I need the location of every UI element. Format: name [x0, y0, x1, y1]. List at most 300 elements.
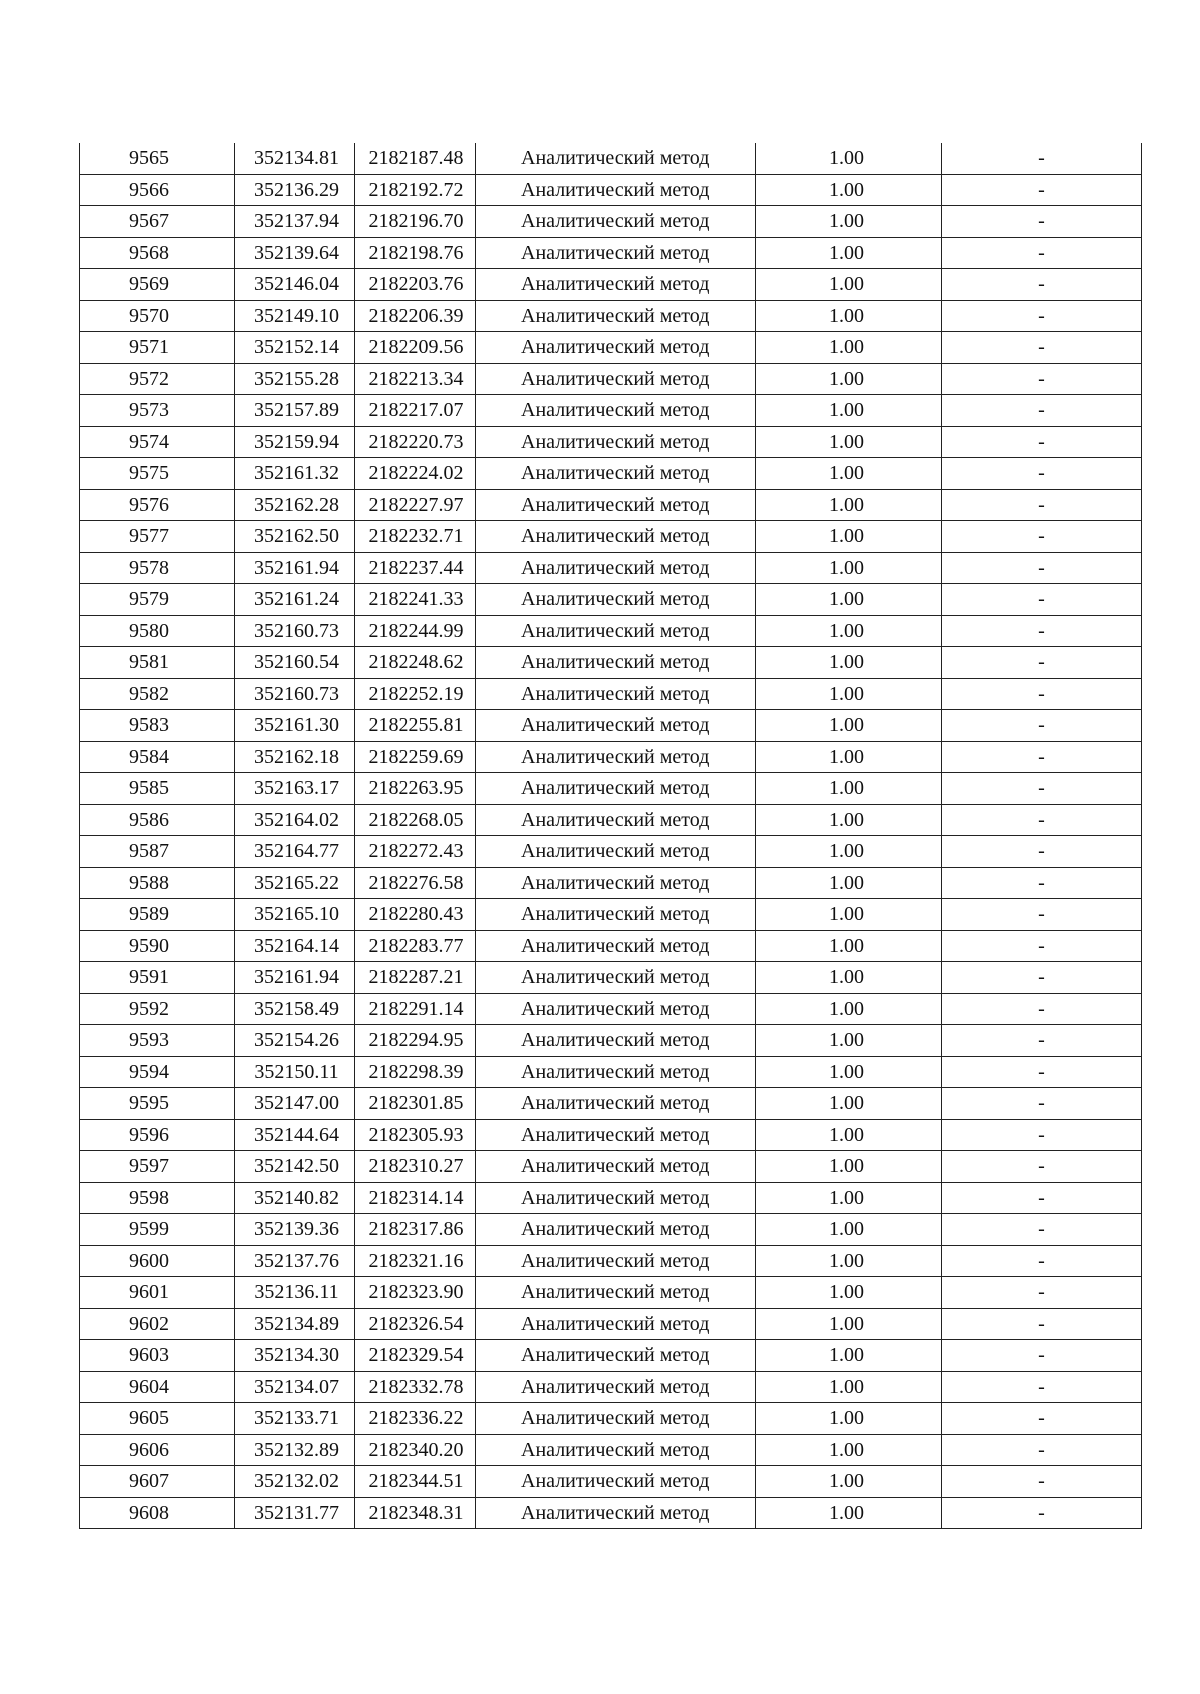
y-coordinate-cell: 2182220.73: [355, 426, 476, 458]
table-row: [80, 930, 1142, 962]
x-coordinate-cell: 352144.64: [235, 1119, 355, 1151]
y-coordinate-cell: 2182203.76: [355, 269, 476, 301]
description-cell: -: [942, 426, 1142, 458]
y-coordinate-cell: 2182344.51: [355, 1466, 476, 1498]
accuracy-cell: 1.00: [756, 1088, 942, 1120]
table-row: [80, 710, 1142, 742]
accuracy-cell: 1.00: [756, 647, 942, 679]
method-cell: Аналитический метод: [476, 773, 756, 805]
point-number-cell: 9591: [80, 962, 235, 994]
method-cell: Аналитический метод: [476, 521, 756, 553]
description-cell: -: [942, 1340, 1142, 1372]
x-coordinate-cell: 352133.71: [235, 1403, 355, 1435]
y-coordinate-cell: 2182321.16: [355, 1245, 476, 1277]
x-coordinate-cell: 352150.11: [235, 1056, 355, 1088]
y-coordinate-cell: 2182244.99: [355, 615, 476, 647]
method-cell: Аналитический метод: [476, 1119, 756, 1151]
point-number-cell: 9608: [80, 1497, 235, 1529]
method-cell: Аналитический метод: [476, 930, 756, 962]
table-row: [80, 678, 1142, 710]
table-body: [80, 143, 1142, 1529]
point-number-cell: 9593: [80, 1025, 235, 1057]
y-coordinate-cell: 2182241.33: [355, 584, 476, 616]
x-coordinate-cell: 352139.36: [235, 1214, 355, 1246]
point-number-cell: 9580: [80, 615, 235, 647]
y-coordinate-cell: 2182252.19: [355, 678, 476, 710]
description-cell: -: [942, 458, 1142, 490]
accuracy-cell: 1.00: [756, 993, 942, 1025]
method-cell: Аналитический метод: [476, 615, 756, 647]
table-row: [80, 741, 1142, 773]
x-coordinate-cell: 352164.02: [235, 804, 355, 836]
description-cell: -: [942, 1056, 1142, 1088]
point-number-cell: 9581: [80, 647, 235, 679]
point-number-cell: 9596: [80, 1119, 235, 1151]
y-coordinate-cell: 2182232.71: [355, 521, 476, 553]
point-number-cell: 9568: [80, 237, 235, 269]
accuracy-cell: 1.00: [756, 678, 942, 710]
table-row: [80, 206, 1142, 238]
description-cell: -: [942, 269, 1142, 301]
description-cell: -: [942, 395, 1142, 427]
point-number-cell: 9578: [80, 552, 235, 584]
description-cell: -: [942, 930, 1142, 962]
table-row: [80, 836, 1142, 868]
method-cell: Аналитический метод: [476, 741, 756, 773]
point-number-cell: 9605: [80, 1403, 235, 1435]
description-cell: -: [942, 615, 1142, 647]
accuracy-cell: 1.00: [756, 584, 942, 616]
method-cell: Аналитический метод: [476, 647, 756, 679]
x-coordinate-cell: 352165.10: [235, 899, 355, 931]
point-number-cell: 9577: [80, 521, 235, 553]
y-coordinate-cell: 2182329.54: [355, 1340, 476, 1372]
description-cell: -: [942, 1245, 1142, 1277]
accuracy-cell: 1.00: [756, 1056, 942, 1088]
method-cell: Аналитический метод: [476, 1466, 756, 1498]
x-coordinate-cell: 352140.82: [235, 1182, 355, 1214]
accuracy-cell: 1.00: [756, 206, 942, 238]
table-row: [80, 1119, 1142, 1151]
accuracy-cell: 1.00: [756, 1151, 942, 1183]
y-coordinate-cell: 2182317.86: [355, 1214, 476, 1246]
method-cell: Аналитический метод: [476, 1277, 756, 1309]
point-number-cell: 9602: [80, 1308, 235, 1340]
description-cell: -: [942, 1088, 1142, 1120]
x-coordinate-cell: 352162.18: [235, 741, 355, 773]
point-number-cell: 9586: [80, 804, 235, 836]
method-cell: Аналитический метод: [476, 1025, 756, 1057]
table-row: [80, 489, 1142, 521]
x-coordinate-cell: 352160.54: [235, 647, 355, 679]
description-cell: -: [942, 584, 1142, 616]
point-number-cell: 9603: [80, 1340, 235, 1372]
method-cell: Аналитический метод: [476, 143, 756, 174]
accuracy-cell: 1.00: [756, 489, 942, 521]
accuracy-cell: 1.00: [756, 1245, 942, 1277]
point-number-cell: 9582: [80, 678, 235, 710]
table-row: [80, 1403, 1142, 1435]
method-cell: Аналитический метод: [476, 174, 756, 206]
accuracy-cell: 1.00: [756, 143, 942, 174]
description-cell: -: [942, 1434, 1142, 1466]
point-number-cell: 9572: [80, 363, 235, 395]
point-number-cell: 9567: [80, 206, 235, 238]
description-cell: -: [942, 174, 1142, 206]
x-coordinate-cell: 352147.00: [235, 1088, 355, 1120]
accuracy-cell: 1.00: [756, 300, 942, 332]
x-coordinate-cell: 352134.30: [235, 1340, 355, 1372]
table-row: [80, 1277, 1142, 1309]
accuracy-cell: 1.00: [756, 867, 942, 899]
method-cell: Аналитический метод: [476, 1403, 756, 1435]
point-number-cell: 9607: [80, 1466, 235, 1498]
accuracy-cell: 1.00: [756, 1371, 942, 1403]
x-coordinate-cell: 352161.94: [235, 552, 355, 584]
y-coordinate-cell: 2182298.39: [355, 1056, 476, 1088]
table-row: [80, 773, 1142, 805]
accuracy-cell: 1.00: [756, 1308, 942, 1340]
table-row: [80, 552, 1142, 584]
y-coordinate-cell: 2182237.44: [355, 552, 476, 584]
x-coordinate-cell: 352134.89: [235, 1308, 355, 1340]
y-coordinate-cell: 2182291.14: [355, 993, 476, 1025]
y-coordinate-cell: 2182301.85: [355, 1088, 476, 1120]
x-coordinate-cell: 352142.50: [235, 1151, 355, 1183]
accuracy-cell: 1.00: [756, 237, 942, 269]
y-coordinate-cell: 2182294.95: [355, 1025, 476, 1057]
table-row: [80, 1056, 1142, 1088]
x-coordinate-cell: 352163.17: [235, 773, 355, 805]
method-cell: Аналитический метод: [476, 1245, 756, 1277]
y-coordinate-cell: 2182213.34: [355, 363, 476, 395]
method-cell: Аналитический метод: [476, 1340, 756, 1372]
coordinates-table: [79, 143, 1142, 1529]
method-cell: Аналитический метод: [476, 1214, 756, 1246]
table-row: [80, 1434, 1142, 1466]
accuracy-cell: 1.00: [756, 269, 942, 301]
accuracy-cell: 1.00: [756, 741, 942, 773]
accuracy-cell: 1.00: [756, 1277, 942, 1309]
x-coordinate-cell: 352158.49: [235, 993, 355, 1025]
accuracy-cell: 1.00: [756, 1340, 942, 1372]
accuracy-cell: 1.00: [756, 930, 942, 962]
x-coordinate-cell: 352136.29: [235, 174, 355, 206]
table-row: [80, 426, 1142, 458]
table-row: [80, 363, 1142, 395]
point-number-cell: 9601: [80, 1277, 235, 1309]
x-coordinate-cell: 352157.89: [235, 395, 355, 427]
point-number-cell: 9594: [80, 1056, 235, 1088]
description-cell: -: [942, 962, 1142, 994]
description-cell: -: [942, 867, 1142, 899]
accuracy-cell: 1.00: [756, 458, 942, 490]
point-number-cell: 9573: [80, 395, 235, 427]
y-coordinate-cell: 2182272.43: [355, 836, 476, 868]
description-cell: -: [942, 773, 1142, 805]
y-coordinate-cell: 2182283.77: [355, 930, 476, 962]
point-number-cell: 9569: [80, 269, 235, 301]
accuracy-cell: 1.00: [756, 710, 942, 742]
y-coordinate-cell: 2182280.43: [355, 899, 476, 931]
table-row: [80, 237, 1142, 269]
description-cell: -: [942, 300, 1142, 332]
accuracy-cell: 1.00: [756, 521, 942, 553]
accuracy-cell: 1.00: [756, 363, 942, 395]
y-coordinate-cell: 2182332.78: [355, 1371, 476, 1403]
point-number-cell: 9599: [80, 1214, 235, 1246]
table-row: [80, 332, 1142, 364]
x-coordinate-cell: 352139.64: [235, 237, 355, 269]
description-cell: -: [942, 552, 1142, 584]
method-cell: Аналитический метод: [476, 836, 756, 868]
x-coordinate-cell: 352164.77: [235, 836, 355, 868]
description-cell: -: [942, 1151, 1142, 1183]
method-cell: Аналитический метод: [476, 300, 756, 332]
method-cell: Аналитический метод: [476, 1497, 756, 1529]
description-cell: -: [942, 143, 1142, 174]
description-cell: -: [942, 1371, 1142, 1403]
description-cell: -: [942, 1119, 1142, 1151]
x-coordinate-cell: 352161.32: [235, 458, 355, 490]
y-coordinate-cell: 2182326.54: [355, 1308, 476, 1340]
accuracy-cell: 1.00: [756, 552, 942, 584]
table-row: [80, 521, 1142, 553]
point-number-cell: 9571: [80, 332, 235, 364]
point-number-cell: 9585: [80, 773, 235, 805]
accuracy-cell: 1.00: [756, 174, 942, 206]
description-cell: -: [942, 1403, 1142, 1435]
table-row: [80, 804, 1142, 836]
point-number-cell: 9566: [80, 174, 235, 206]
method-cell: Аналитический метод: [476, 1308, 756, 1340]
point-number-cell: 9606: [80, 1434, 235, 1466]
method-cell: Аналитический метод: [476, 899, 756, 931]
y-coordinate-cell: 2182310.27: [355, 1151, 476, 1183]
method-cell: Аналитический метод: [476, 458, 756, 490]
y-coordinate-cell: 2182227.97: [355, 489, 476, 521]
point-number-cell: 9575: [80, 458, 235, 490]
description-cell: -: [942, 1025, 1142, 1057]
y-coordinate-cell: 2182336.22: [355, 1403, 476, 1435]
description-cell: -: [942, 1308, 1142, 1340]
x-coordinate-cell: 352131.77: [235, 1497, 355, 1529]
accuracy-cell: 1.00: [756, 332, 942, 364]
x-coordinate-cell: 352146.04: [235, 269, 355, 301]
method-cell: Аналитический метод: [476, 206, 756, 238]
y-coordinate-cell: 2182196.70: [355, 206, 476, 238]
accuracy-cell: 1.00: [756, 836, 942, 868]
accuracy-cell: 1.00: [756, 899, 942, 931]
y-coordinate-cell: 2182198.76: [355, 237, 476, 269]
description-cell: -: [942, 1497, 1142, 1529]
point-number-cell: 9590: [80, 930, 235, 962]
table-row: [80, 993, 1142, 1025]
point-number-cell: 9587: [80, 836, 235, 868]
description-cell: -: [942, 710, 1142, 742]
description-cell: -: [942, 332, 1142, 364]
point-number-cell: 9579: [80, 584, 235, 616]
method-cell: Аналитический метод: [476, 395, 756, 427]
accuracy-cell: 1.00: [756, 804, 942, 836]
accuracy-cell: 1.00: [756, 1182, 942, 1214]
table-row: [80, 300, 1142, 332]
x-coordinate-cell: 352162.50: [235, 521, 355, 553]
x-coordinate-cell: 352162.28: [235, 489, 355, 521]
x-coordinate-cell: 352137.76: [235, 1245, 355, 1277]
table-row: [80, 1025, 1142, 1057]
accuracy-cell: 1.00: [756, 1403, 942, 1435]
point-number-cell: 9604: [80, 1371, 235, 1403]
table-row: [80, 1214, 1142, 1246]
y-coordinate-cell: 2182268.05: [355, 804, 476, 836]
accuracy-cell: 1.00: [756, 962, 942, 994]
point-number-cell: 9565: [80, 143, 235, 174]
table-row: [80, 899, 1142, 931]
x-coordinate-cell: 352149.10: [235, 300, 355, 332]
description-cell: -: [942, 1214, 1142, 1246]
table-row: [80, 584, 1142, 616]
x-coordinate-cell: 352165.22: [235, 867, 355, 899]
description-cell: -: [942, 1182, 1142, 1214]
accuracy-cell: 1.00: [756, 615, 942, 647]
y-coordinate-cell: 2182255.81: [355, 710, 476, 742]
method-cell: Аналитический метод: [476, 552, 756, 584]
method-cell: Аналитический метод: [476, 237, 756, 269]
accuracy-cell: 1.00: [756, 773, 942, 805]
method-cell: Аналитический метод: [476, 269, 756, 301]
table-row: [80, 1182, 1142, 1214]
description-cell: -: [942, 521, 1142, 553]
method-cell: Аналитический метод: [476, 363, 756, 395]
y-coordinate-cell: 2182209.56: [355, 332, 476, 364]
y-coordinate-cell: 2182217.07: [355, 395, 476, 427]
y-coordinate-cell: 2182287.21: [355, 962, 476, 994]
method-cell: Аналитический метод: [476, 993, 756, 1025]
point-number-cell: 9576: [80, 489, 235, 521]
x-coordinate-cell: 352155.28: [235, 363, 355, 395]
method-cell: Аналитический метод: [476, 584, 756, 616]
y-coordinate-cell: 2182187.48: [355, 143, 476, 174]
point-number-cell: 9589: [80, 899, 235, 931]
table-row: [80, 867, 1142, 899]
x-coordinate-cell: 352160.73: [235, 615, 355, 647]
point-number-cell: 9598: [80, 1182, 235, 1214]
description-cell: -: [942, 489, 1142, 521]
x-coordinate-cell: 352132.89: [235, 1434, 355, 1466]
point-number-cell: 9584: [80, 741, 235, 773]
table-row: [80, 1308, 1142, 1340]
accuracy-cell: 1.00: [756, 395, 942, 427]
method-cell: Аналитический метод: [476, 710, 756, 742]
description-cell: -: [942, 899, 1142, 931]
method-cell: Аналитический метод: [476, 489, 756, 521]
table-row: [80, 1497, 1142, 1529]
table-row: [80, 615, 1142, 647]
table-row: [80, 269, 1142, 301]
table-row: [80, 395, 1142, 427]
y-coordinate-cell: 2182348.31: [355, 1497, 476, 1529]
table-row: [80, 1151, 1142, 1183]
y-coordinate-cell: 2182259.69: [355, 741, 476, 773]
accuracy-cell: 1.00: [756, 426, 942, 458]
table-row: [80, 143, 1142, 174]
table-row: [80, 1371, 1142, 1403]
accuracy-cell: 1.00: [756, 1497, 942, 1529]
y-coordinate-cell: 2182224.02: [355, 458, 476, 490]
point-number-cell: 9588: [80, 867, 235, 899]
x-coordinate-cell: 352134.07: [235, 1371, 355, 1403]
description-cell: -: [942, 804, 1142, 836]
method-cell: Аналитический метод: [476, 1182, 756, 1214]
description-cell: -: [942, 678, 1142, 710]
y-coordinate-cell: 2182192.72: [355, 174, 476, 206]
description-cell: -: [942, 647, 1142, 679]
point-number-cell: 9597: [80, 1151, 235, 1183]
x-coordinate-cell: 352152.14: [235, 332, 355, 364]
table-row: [80, 458, 1142, 490]
table-row: [80, 1466, 1142, 1498]
x-coordinate-cell: 352161.30: [235, 710, 355, 742]
y-coordinate-cell: 2182248.62: [355, 647, 476, 679]
x-coordinate-cell: 352159.94: [235, 426, 355, 458]
x-coordinate-cell: 352136.11: [235, 1277, 355, 1309]
description-cell: -: [942, 836, 1142, 868]
point-number-cell: 9595: [80, 1088, 235, 1120]
table-row: [80, 1088, 1142, 1120]
accuracy-cell: 1.00: [756, 1434, 942, 1466]
method-cell: Аналитический метод: [476, 962, 756, 994]
table-row: [80, 1245, 1142, 1277]
y-coordinate-cell: 2182340.20: [355, 1434, 476, 1466]
x-coordinate-cell: 352160.73: [235, 678, 355, 710]
method-cell: Аналитический метод: [476, 1371, 756, 1403]
x-coordinate-cell: 352154.26: [235, 1025, 355, 1057]
y-coordinate-cell: 2182263.95: [355, 773, 476, 805]
description-cell: -: [942, 237, 1142, 269]
method-cell: Аналитический метод: [476, 678, 756, 710]
method-cell: Аналитический метод: [476, 332, 756, 364]
description-cell: -: [942, 1466, 1142, 1498]
method-cell: Аналитический метод: [476, 1088, 756, 1120]
y-coordinate-cell: 2182323.90: [355, 1277, 476, 1309]
table-row: [80, 962, 1142, 994]
y-coordinate-cell: 2182305.93: [355, 1119, 476, 1151]
point-number-cell: 9570: [80, 300, 235, 332]
description-cell: -: [942, 206, 1142, 238]
description-cell: -: [942, 741, 1142, 773]
point-number-cell: 9600: [80, 1245, 235, 1277]
x-coordinate-cell: 352134.81: [235, 143, 355, 174]
y-coordinate-cell: 2182314.14: [355, 1182, 476, 1214]
x-coordinate-cell: 352132.02: [235, 1466, 355, 1498]
point-number-cell: 9574: [80, 426, 235, 458]
accuracy-cell: 1.00: [756, 1119, 942, 1151]
table-row: [80, 1340, 1142, 1372]
x-coordinate-cell: 352161.24: [235, 584, 355, 616]
description-cell: -: [942, 993, 1142, 1025]
table-row: [80, 647, 1142, 679]
description-cell: -: [942, 1277, 1142, 1309]
x-coordinate-cell: 352137.94: [235, 206, 355, 238]
method-cell: Аналитический метод: [476, 426, 756, 458]
description-cell: -: [942, 363, 1142, 395]
method-cell: Аналитический метод: [476, 1056, 756, 1088]
y-coordinate-cell: 2182206.39: [355, 300, 476, 332]
accuracy-cell: 1.00: [756, 1466, 942, 1498]
table-row: [80, 174, 1142, 206]
method-cell: Аналитический метод: [476, 867, 756, 899]
